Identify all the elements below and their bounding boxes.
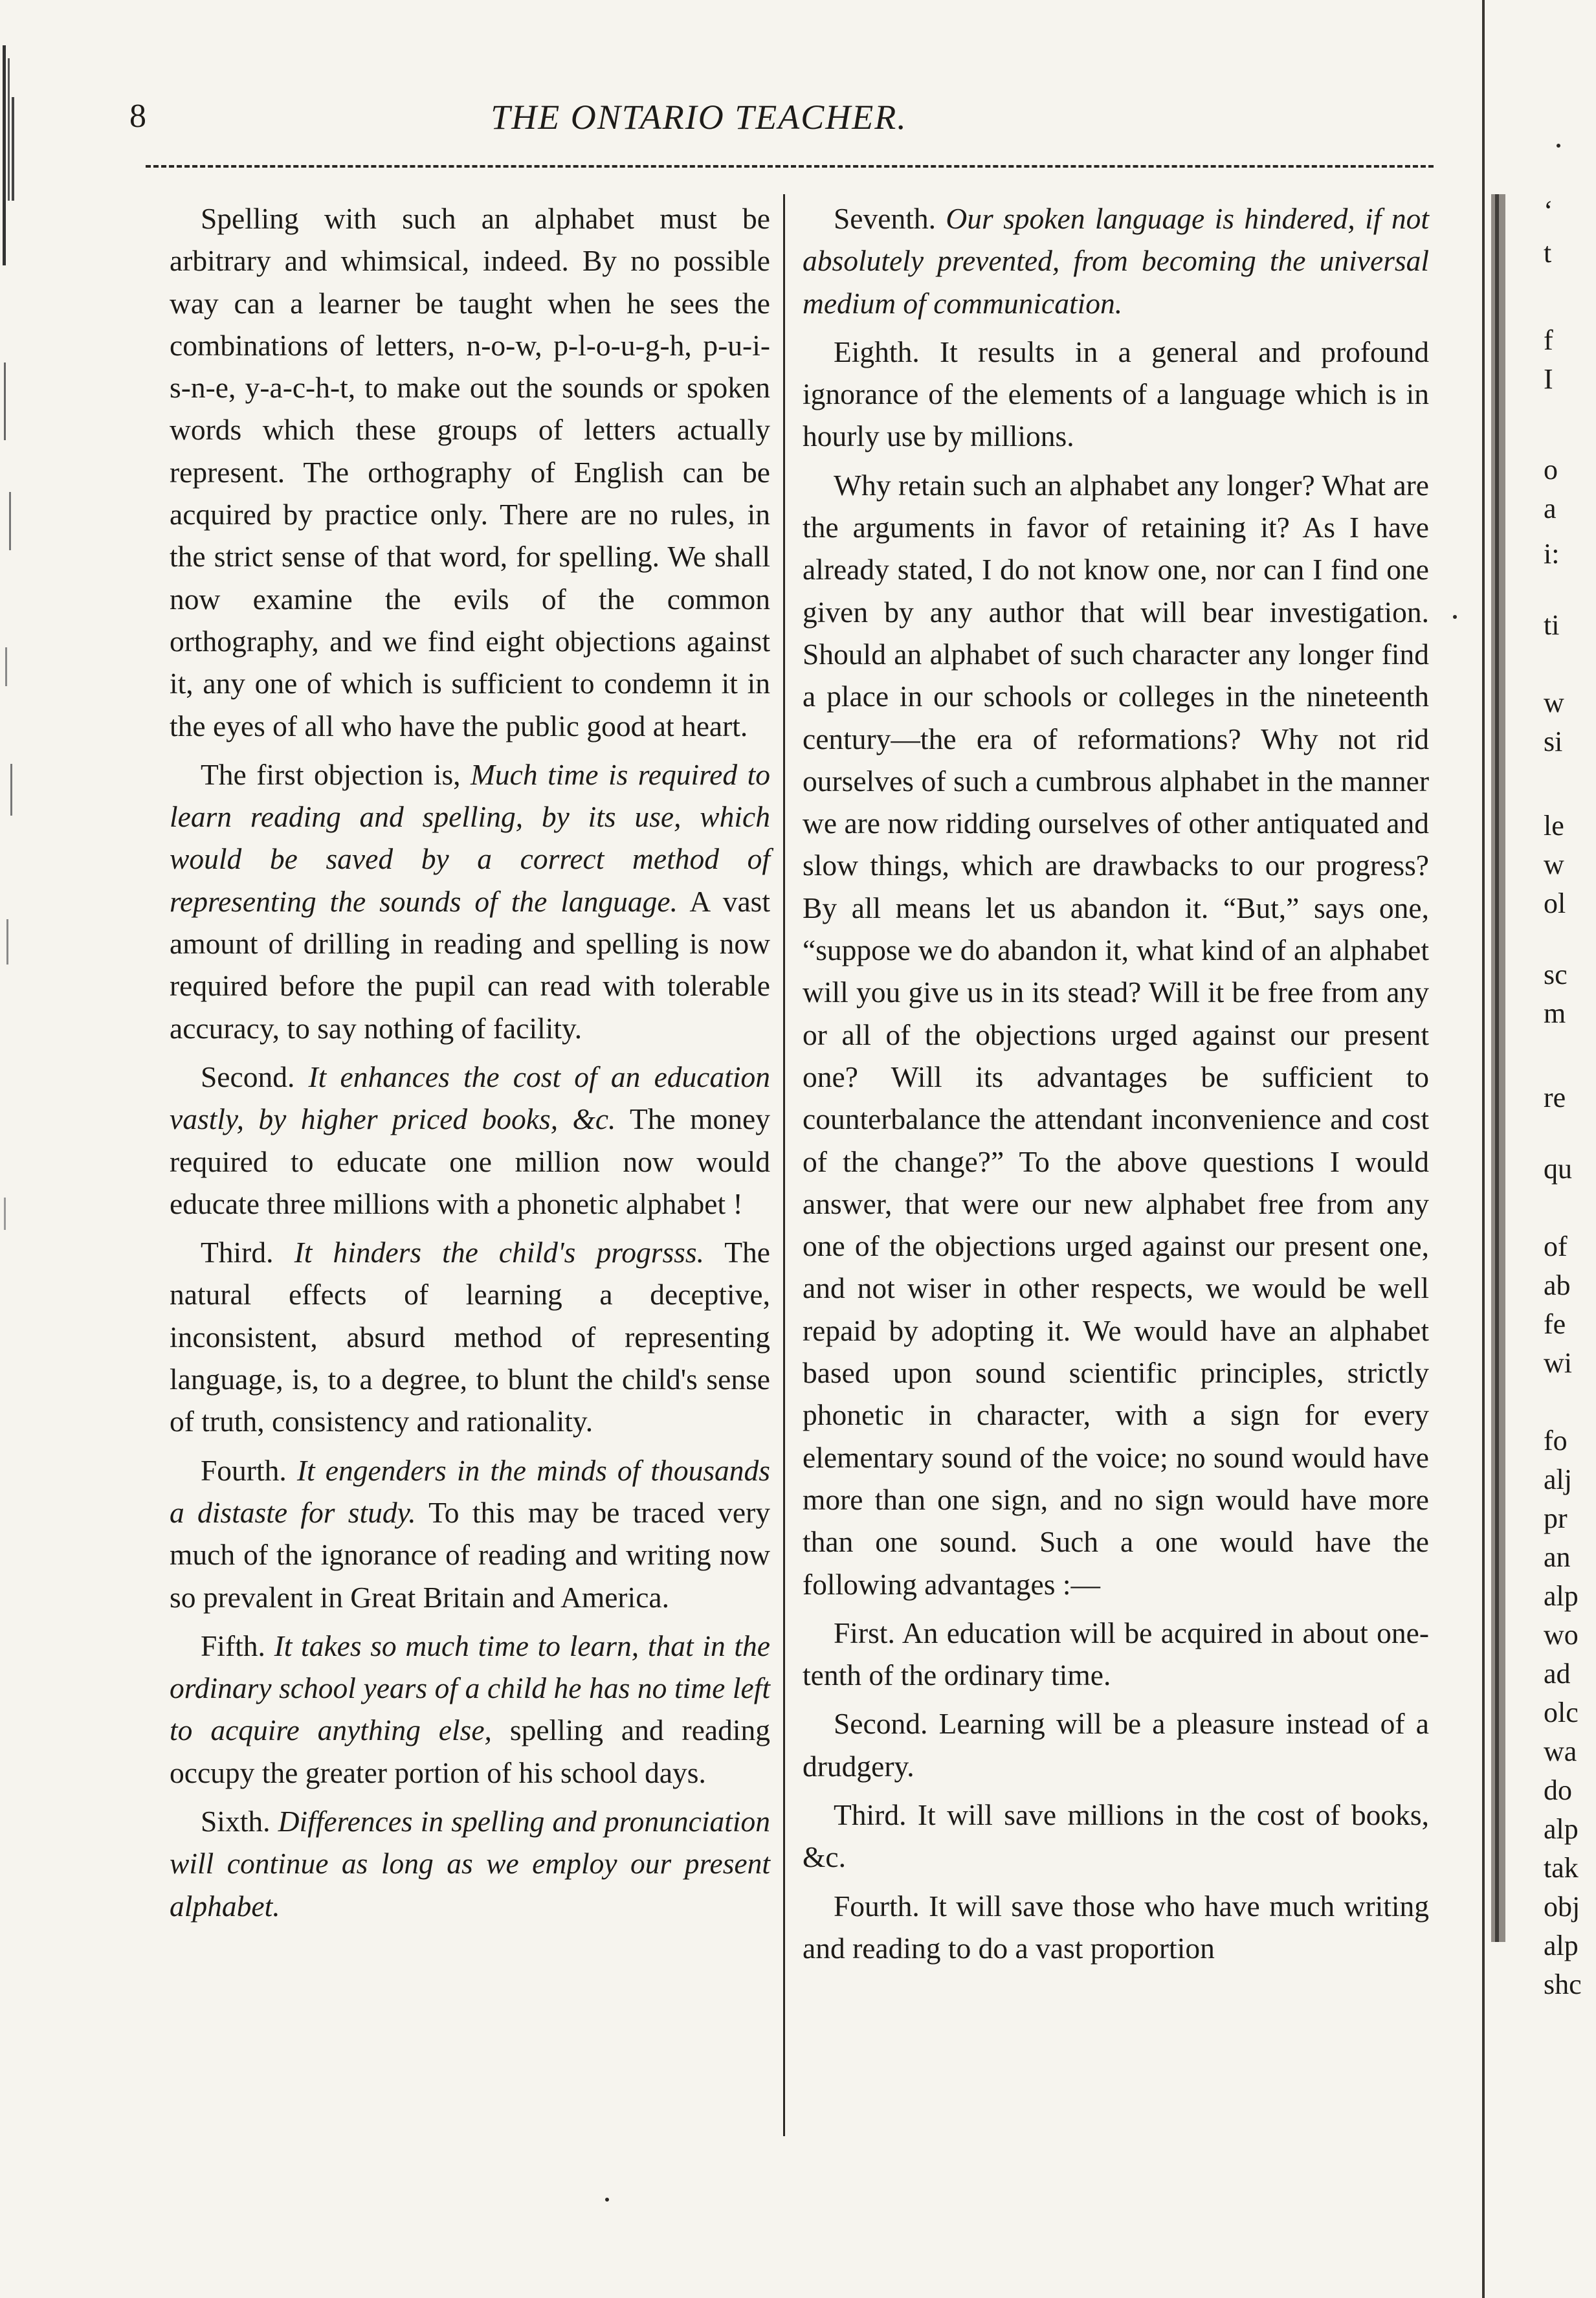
- paragraph-rest: The money required to educate one million now would educate three millions with a phonetic alphabet !: [170, 1102, 770, 1220]
- bleed-through-text: [1544, 0, 1596, 2298]
- bleed-fragment: re: [1544, 1082, 1566, 1113]
- paragraph: [803, 1702, 1429, 1787]
- bleed-fragment: qu: [1544, 1153, 1572, 1185]
- binding-edge-marks: [0, 0, 39, 2298]
- paragraph: [803, 197, 1429, 324]
- paragraph-rest: spelling and reading occupy the greater portion of his school days.: [170, 1713, 770, 1789]
- paragraph: [803, 1885, 1429, 1970]
- paragraph-emph: It hinders the child's progrsss.: [294, 1236, 704, 1269]
- paragraph-lead: Fifth.: [201, 1629, 274, 1662]
- paragraph-rest: First. An education will be acquired in about one-tenth of the ordinary time.: [803, 1616, 1429, 1692]
- paragraph-emph: It engenders in the minds of thousands a distaste for study.: [170, 1453, 770, 1529]
- bleed-fragment: le: [1544, 810, 1564, 842]
- bleed-fragment: tak: [1544, 1852, 1579, 1884]
- paragraph-emph: Our spoken language is hindered, if not absolutely prevented, from becoming the universal medium of communication.: [803, 202, 1429, 320]
- paragraph-rest: Why retain such an alphabet any longer? What are the arguments in favor of retaining it? As I have already stated, I do not know one, nor can I find one given by any author that will bear investigation. Should an alphabet of such character any longer find a place in our schools or colleges in the nineteenth century—the era of reformations? Why not rid ourselves of such a cumbrous alphabet in the manner we are now ridding ourselves of other antiquated and slow things, which are drawbacks to our progress? By all means let us abandon it. “But,” says one, “suppose we do abandon it, what kind of an alphabet will you give us in its stead? Will it be free from any or all of the objections urged against our present one? Will its advantages be sufficient to counterbalance the attendant inconvenience and cost of the change?” To the above questions I would answer, that were our new alphabet free from any one of the objections urged against our present one, and not wiser in other respects, we would be well repaid by adopting it. We would have an alphabet based upon sound scientific principles, strictly phonetic in character, with a sign for every elementary sound of the voice; no sound would have more than one sign, and no sign would have more than one sound. Such a one would have the following advantages :—: [803, 468, 1429, 1601]
- bleed-fragment: a: [1544, 493, 1557, 524]
- paragraph: [170, 1056, 770, 1225]
- paragraph: [803, 1794, 1429, 1879]
- bleed-fragment: w: [1544, 849, 1564, 880]
- bleed-fragment: t: [1544, 237, 1552, 269]
- paragraph-emph: It takes so much time to learn, that in the ordinary school years of a child he has no time left to acquire anything else,: [170, 1629, 770, 1747]
- page-edge-strip: [1476, 0, 1514, 2298]
- stray-mark: [1557, 144, 1560, 148]
- header-rule: [146, 165, 1434, 168]
- paragraph-rest: Spelling with such an alphabet must be arbitrary and whimsical, indeed. By no possible way can a learner be taught when he sees the combinations of letters, n-o-w, p-l-o-u-g-h, p-u-i-s-n-e, y-a-c-h-t, to make out the sounds or spoken words which these groups of letters actually represent. The orthography of English can be acquired by practice only. There are no rules, in the strict sense of that word, for spelling. We shall now examine the evils of the common orthography, and we find eight objections against it, any one of which is sufficient to condemn it in the eyes of all who have the public good at heart.: [170, 202, 770, 742]
- bleed-fragment: wi: [1544, 1347, 1572, 1379]
- paragraph-rest: The natural effects of learning a deceptive, inconsistent, absurd method of representing language, is, to a degree, to blunt the child's sense of truth, consistency and rationality.: [170, 1236, 770, 1438]
- bleed-fragment: ti: [1544, 609, 1560, 641]
- paragraph-lead: Sixth.: [201, 1804, 278, 1838]
- paragraph-rest: Third. It will save millions in the cost of books, &c.: [803, 1798, 1429, 1874]
- paragraph: [803, 331, 1429, 458]
- bleed-fragment: alp: [1544, 1930, 1579, 1961]
- paragraph-rest: Eighth. It results in a general and profound ignorance of the elements of a language which is in hourly use by millions.: [803, 335, 1429, 453]
- paragraph: [170, 1800, 770, 1927]
- page-header: [123, 97, 1430, 155]
- page-number: 8: [129, 98, 146, 135]
- paragraph-rest: A vast amount of drilling in reading and spelling is now required before the pupil can read with tolerable accuracy, to say nothing of facility.: [170, 884, 770, 1045]
- bleed-fragment: wo: [1544, 1619, 1579, 1651]
- bleed-fragment: alp: [1544, 1580, 1579, 1612]
- paragraph: [170, 1449, 770, 1618]
- bleed-fragment: si: [1544, 726, 1563, 757]
- stray-mark: [1453, 615, 1457, 619]
- paragraph-lead: Seventh.: [834, 202, 946, 235]
- right-column: [803, 197, 1429, 1976]
- paragraph-lead: Second.: [201, 1060, 309, 1093]
- bleed-fragment: I: [1544, 363, 1553, 395]
- left-column: [170, 197, 770, 1934]
- paragraph-lead: Fourth.: [201, 1453, 297, 1487]
- bleed-fragment: ol: [1544, 887, 1566, 919]
- bleed-fragment: wa: [1544, 1735, 1577, 1767]
- paragraph-lead: Third.: [201, 1236, 294, 1269]
- running-head: THE ONTARIO TEACHER.: [491, 98, 907, 137]
- bleed-fragment: ab: [1544, 1269, 1571, 1301]
- bleed-fragment: fe: [1544, 1308, 1566, 1340]
- bleed-fragment: ‘: [1544, 195, 1553, 227]
- bleed-fragment: i:: [1544, 538, 1560, 570]
- bleed-fragment: alp: [1544, 1813, 1579, 1845]
- paragraph-lead: The first objection is,: [201, 757, 471, 791]
- paragraph: [803, 464, 1429, 1605]
- paragraph: [803, 1612, 1429, 1697]
- stray-mark: [605, 2198, 609, 2202]
- bleed-fragment: pr: [1544, 1502, 1568, 1534]
- bleed-fragment: shc: [1544, 1969, 1582, 2000]
- paragraph-emph: Much time is required to learn reading and spelling, by its use, which would be saved by a correct method of representing the sounds of the language.: [170, 757, 770, 918]
- bleed-fragment: of: [1544, 1231, 1568, 1262]
- bleed-fragment: fo: [1544, 1425, 1568, 1456]
- bleed-fragment: alj: [1544, 1464, 1572, 1495]
- bleed-fragment: w: [1544, 687, 1564, 719]
- paragraph: [170, 197, 770, 747]
- bleed-fragment: obj: [1544, 1891, 1580, 1923]
- bleed-fragment: do: [1544, 1774, 1572, 1806]
- paragraph: [170, 1231, 770, 1442]
- bleed-fragment: m: [1544, 998, 1566, 1029]
- paragraph-emph: It enhances the cost of an education vastly, by higher priced books, &c.: [170, 1060, 771, 1136]
- paragraph-emph: Differences in spelling and pronunciation will continue as long as we employ our present alphabet.: [170, 1804, 770, 1923]
- bleed-fragment: f: [1544, 324, 1553, 356]
- paragraph-rest: Fourth. It will save those who have much writing and reading to do a vast proportion: [803, 1889, 1429, 1965]
- bleed-fragment: sc: [1544, 959, 1568, 990]
- bleed-fragment: olc: [1544, 1697, 1579, 1728]
- paragraph: [170, 1625, 770, 1794]
- paragraph: [170, 753, 770, 1049]
- column-divider: [783, 194, 785, 2136]
- bleed-fragment: ad: [1544, 1658, 1571, 1690]
- paragraph-rest: Second. Learning will be a pleasure instead of a drudgery.: [803, 1707, 1429, 1783]
- bleed-fragment: o: [1544, 454, 1558, 485]
- paragraph-rest: To this may be traced very much of the ignorance of reading and writing now so prevalent in Great Britain and America.: [170, 1495, 770, 1614]
- bleed-fragment: an: [1544, 1541, 1571, 1573]
